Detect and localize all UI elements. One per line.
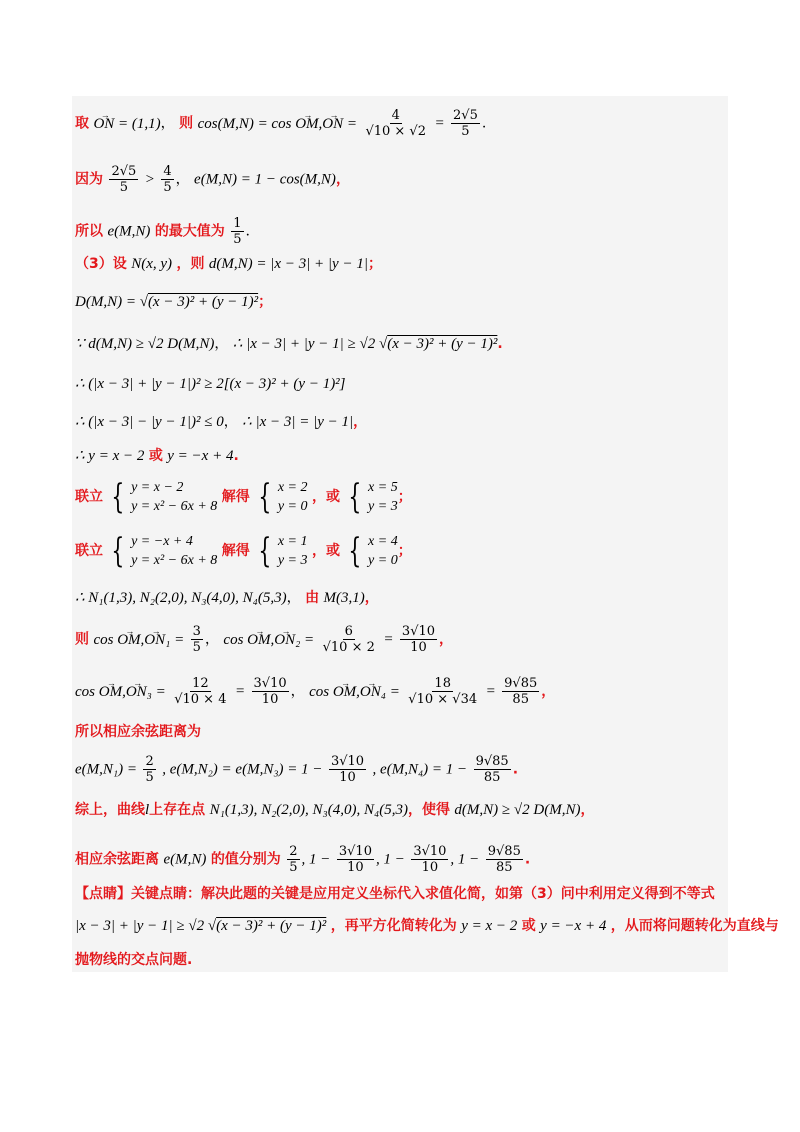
text-line: 所以 e(M,N) 的最大值为 $\frac{1}{5}$ . (75, 216, 250, 247)
text-line: 联立 { y = −x + 4 y = x² − 6x + 8 解得 { x = 1 y = 3 ，或 { x = 4 y = 0 ； (75, 531, 412, 571)
text-line: ∵ d(M,N) ≥ √2 D(M,N)， ∴ |x − 3| + |y − 1| ≥ √2 √(x − 3)² + (y − 1)². (75, 336, 503, 352)
text-line: |x − 3| + |y − 1| ≥ √2 √(x − 3)² + (y − 1)² ，再平方化简转化为 y = x − 2 或 y = −x + 4 ，从而将问题转化为直线与 (75, 918, 779, 934)
text-line: 抛物线的交点问题. (75, 952, 193, 968)
text-line: 则 cos → OM,→ ON₁ = $\frac{3}{5}$ ， cos → OM,→ ON₂ = $\frac{6}{√10 \times 2}$ = $\frac{3√10}{10}$ ， (75, 624, 725, 655)
text-line: D(M,N) = √(x − 3)² + (y − 1)²； (75, 294, 273, 310)
text-line: cos → OM,→ ON₃ = $\frac{12}{√10 \times 4}$ = $\frac{3√10}{10}$ ， cos → OM,→ ON₄ = $\frac{18}{√10 \times √34}$ = $\frac{9√85}{85}$ ， (75, 676, 725, 707)
text-line: 因为 $\frac{2√5}{5}$ > $\frac{4}{5}$ ， e(M,N) = 1 − cos(M,N)， (75, 164, 350, 195)
text-red: 取 (75, 115, 89, 132)
text-line: ∴ N₁(1,3), N₂(2,0), N₃(4,0), N₄(5,3)， 由 M(3,1)， (75, 590, 379, 606)
text-line: 【点睛】关键点睛：解决此题的关键是应用定义坐标代入求值化简，如第（3）问中利用定义得到不等式 (75, 886, 715, 902)
text-line: 相应余弦距离 e(M,N) 的值分别为 $\frac{2}{5}$ , 1 − $\frac{3√10}{10}$ , 1 − $\frac{3√10}{10}$ , 1 − $\frac{9√85}{85}$ . (75, 844, 531, 875)
text-line: （3）设 N(x, y) ，则 d(M,N) = |x − 3| + |y − 1|； (75, 256, 382, 272)
text-line: e(M,N₁) = $\frac{2}{5}$ , e(M,N₂) = e(M,N₃) = 1 − $\frac{3√10}{10}$ , e(M,N₄) = 1 − $\frac{9√85}{85}$ . (75, 754, 519, 785)
text-line: ∴ (|x − 3| + |y − 1|)² ≥ 2[(x − 3)² + (y − 1)²] (75, 376, 346, 392)
text-line: 所以相应余弦距离为 (75, 724, 201, 740)
text-line: ∴ (|x − 3| − |y − 1|)² ≤ 0， ∴ |x − 3| = |y − 1|， (75, 414, 368, 430)
text-line: 综上，曲线l上存在点 N₁(1,3), N₂(2,0), N₃(4,0), N₄(5,3)，使得 d(M,N) ≥ √2 D(M,N)， (75, 802, 595, 818)
text-line: ∴ y = x − 2 或 y = −x + 4. (75, 448, 239, 464)
text-line: 联立 { y = x − 2 y = x² − 6x + 8 解得 { x = 2 y = 0 ，或 { x = 5 y = 3 ； (75, 477, 412, 517)
text-line: 取 → ON = (1,1)， 则 cos(M,N) = cos → OM,→ ON = $\frac{4}{√10 \times √2}$ = $\frac{2√5}{5}$ . (75, 108, 725, 139)
